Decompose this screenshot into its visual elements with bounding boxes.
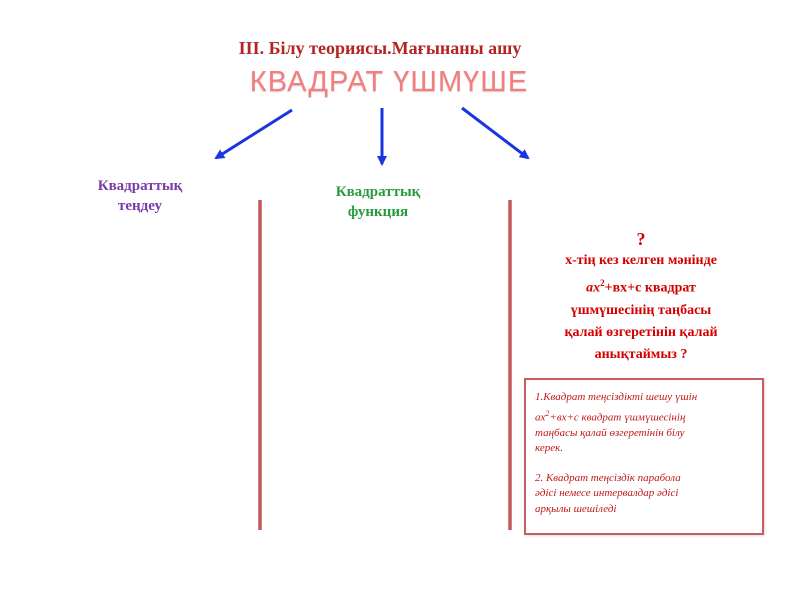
question-line3: үшмүшесінің таңбасы: [570, 302, 712, 318]
branch-equation-line2: теңдеу: [117, 198, 163, 214]
branch-function-line1: Квадраттық: [335, 184, 421, 200]
question-line1: х-тің кез келген мәнінде: [565, 253, 717, 268]
branch-equation-line1: Квадраттық: [97, 178, 183, 194]
note-expr-sup: 2: [545, 408, 550, 418]
note-p1-line1: 1.Квадрат теңсіздікті шешу үшін: [535, 391, 698, 403]
branch-quadratic-equation: [80, 176, 200, 216]
question-block: [525, 228, 757, 366]
vertical-divider-left: [258, 200, 262, 530]
arrow-right: [462, 108, 528, 158]
question-mark: ?: [636, 229, 646, 249]
note-p2-line2: әдісі немесе интервалдар әдісі: [535, 487, 679, 500]
question-line5: анықтаймыз ?: [594, 346, 688, 362]
note-p1-line4: керек.: [535, 442, 564, 455]
note-expr: ах: [535, 411, 546, 424]
vertical-divider-right: [508, 200, 512, 530]
question-line2: [525, 272, 757, 300]
branch-function-line2: функция: [347, 204, 409, 220]
main-title: КВАДРАТ ҮШМҮШЕ: [249, 66, 529, 98]
note-p1-line2: [535, 406, 754, 426]
section-title: ІІІ. Білу теориясы.Мағынаны ашу: [238, 38, 522, 58]
note-expr-rest: +вх+с квадрат үшмүшесінің: [549, 411, 686, 424]
arrow-left: [216, 110, 292, 158]
branch-quadratic-function: [318, 182, 438, 222]
note-p1-line3: таңбасы қалай өзгеретінін білу: [535, 426, 685, 439]
question-line4: қалай өзгеретінін қалай: [564, 324, 718, 340]
question-expr-rest: +вх+с квадрат: [604, 280, 696, 296]
note-p2-line3: арқылы шешіледі: [535, 502, 617, 515]
note-box: [524, 378, 764, 535]
question-expr-sup: 2: [600, 278, 605, 288]
question-expr: ах: [586, 280, 601, 296]
note-p2-line1: 2. Квадрат теңсіздік парабола: [535, 471, 681, 484]
